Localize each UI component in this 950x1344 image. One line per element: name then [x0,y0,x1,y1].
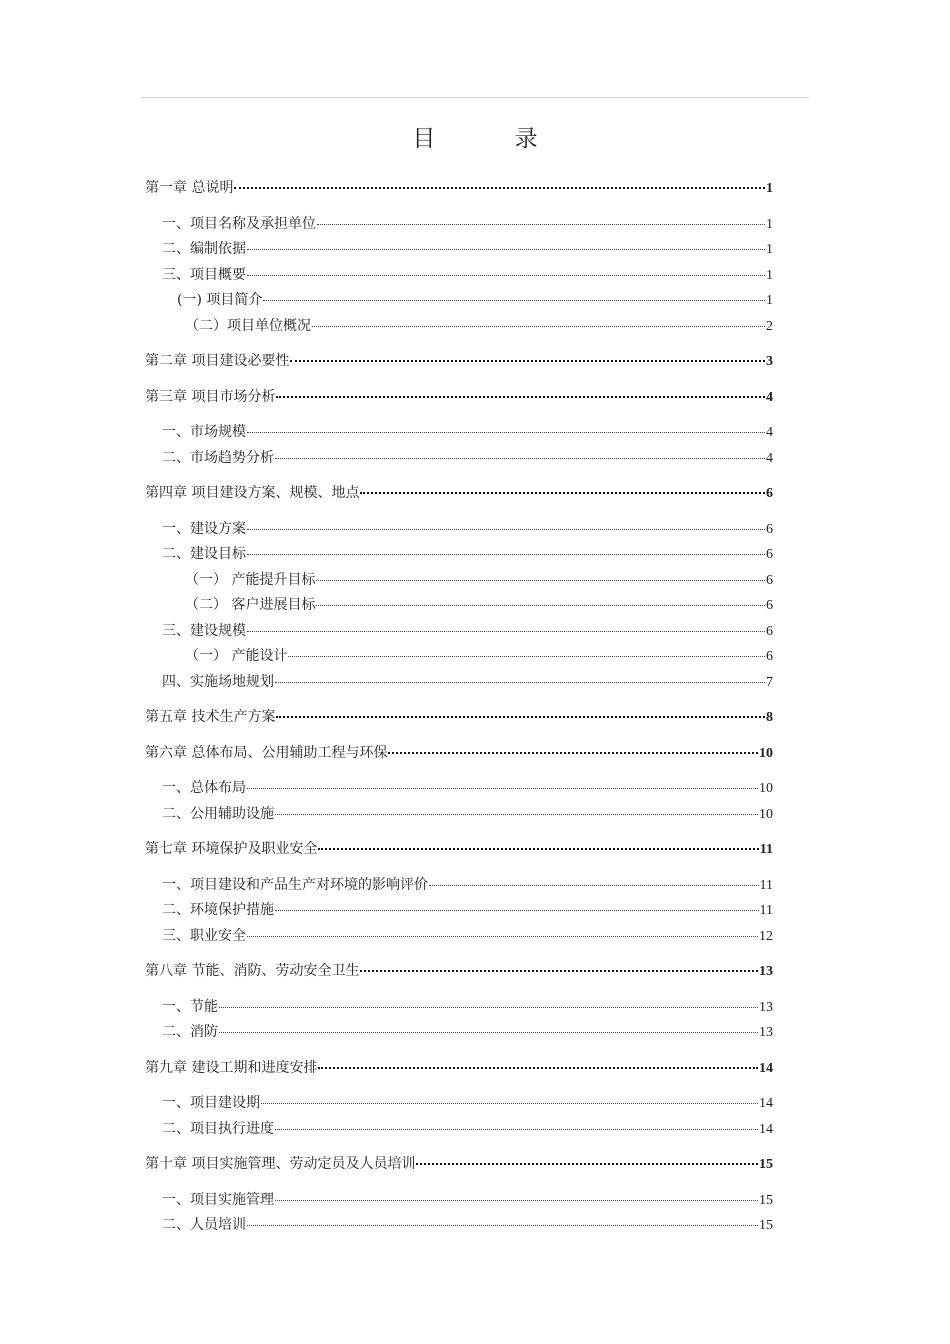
toc-dot-leader [416,1149,758,1165]
toc-entry-label: 第三章 项目市场分析 [145,388,276,405]
toc-section-entry[interactable] [145,670,773,696]
toc-section-entry[interactable] [145,263,773,289]
toc-section-entry[interactable] [145,593,773,619]
toc-dot-leader [360,956,758,972]
toc-section-entry[interactable] [145,1213,773,1239]
toc-dot-leader [247,617,765,632]
toc-page-number: 4 [766,425,773,440]
toc-entry-label: 一、项目实施管理 [162,1191,274,1208]
toc-page-number: 6 [766,598,773,613]
toc-entry-label: 一、项目建设期 [162,1095,260,1111]
toc-entry-label: 第七章 环境保护及职业安全 [145,841,318,857]
toc-entry-label: 第九章 建设工期和进度安排 [145,1059,318,1076]
toc-section-entry[interactable] [145,1091,773,1117]
toc-section-entry[interactable] [145,288,773,314]
toc-page-number: 3 [766,354,773,369]
toc-section-entry[interactable] [145,446,773,472]
toc-entry-label: 第一章 总说明 [145,180,234,196]
toc-page-number: 11 [759,842,773,857]
toc-section-entry[interactable] [145,619,773,645]
toc-dot-leader [316,591,765,606]
toc-section-entry[interactable] [145,924,773,950]
toc-section-entry[interactable] [145,237,773,263]
toc-entry-label: 第十章 项目实施管理、劳动定员及人员培训 [145,1156,416,1172]
toc-section-entry[interactable] [145,995,773,1021]
toc-dot-leader [247,1211,758,1226]
toc-page-number: 1 [766,293,773,308]
toc-dot-leader [288,642,765,657]
toc-entry-label: 二、消防 [162,1024,218,1040]
toc-page-number: 8 [766,710,773,725]
toc-page-number: 15 [759,1157,773,1172]
toc-entry-label: 第六章 总体布局、公用辅助工程与环保 [145,744,388,761]
toc-section-entry[interactable] [145,1020,773,1046]
toc-section-entry[interactable] [145,314,773,340]
toc-page-number: 4 [766,389,773,405]
toc-entry-label: 一、总体布局 [162,780,246,796]
toc-entry-label: 二、市场趋势分析 [162,449,274,466]
toc-dot-leader [247,418,765,433]
toc-dot-leader [247,515,765,530]
toc-entry-label: 第四章 项目建设方案、规模、地点 [145,485,360,501]
toc-page-number: 14 [759,1096,773,1111]
toc-dot-leader [360,478,765,494]
toc-page-number: 13 [759,964,773,979]
toc-page-number: 6 [766,486,773,501]
toc-section-entry[interactable] [145,568,773,594]
toc-page-number: 4 [766,450,773,466]
toc-entry-label: 四、实施场地规划 [162,673,274,690]
toc-entry-label: （二）项目单位概况 [185,317,311,334]
toc-chapter-entry[interactable] [145,1056,773,1082]
toc-entry-label: 三、职业安全 [162,927,246,944]
toc-entry-label: 三、建设规模 [162,622,246,639]
toc-dot-leader [275,1115,758,1130]
toc-entry-label: 一、项目建设和产品生产对环境的影响评价 [162,876,428,893]
toc-entry-label: 一、项目名称及承担单位 [162,215,316,232]
toc-dot-leader [263,286,765,301]
toc-entry-label: 二、建设目标 [162,546,246,562]
toc-chapter-entry[interactable] [145,959,773,985]
toc-entry-label: （一） 产能提升目标 [185,571,316,588]
toc-entry-label: 一、建设方案 [162,520,246,537]
toc-entry-label: 二、人员培训 [162,1217,246,1233]
toc-dot-leader [276,702,765,718]
toc-entry-label: 一、节能 [162,998,218,1015]
toc-section-entry[interactable] [145,212,773,238]
toc-chapter-entry[interactable] [145,705,773,731]
toc-dot-leader [317,210,765,225]
toc-entry-label: 一、市场规模 [162,424,246,440]
toc-page-number: 1 [766,242,773,257]
toc-page-number: 10 [759,781,773,796]
toc-section-entry[interactable] [145,802,773,828]
toc-chapter-entry[interactable] [145,741,773,767]
toc-dot-leader [318,1053,758,1069]
toc-section-entry[interactable] [145,420,773,446]
toc-section-entry[interactable] [145,517,773,543]
toc-page-number: 1 [766,216,773,232]
toc-page-number: 6 [766,623,773,639]
toc-page-number: 6 [766,547,773,562]
toc-chapter-entry[interactable] [145,1152,773,1178]
table-of-contents [145,176,773,1239]
toc-entry-label: (一) 项目简介 [177,292,263,308]
toc-entry-label: 二、公用辅助设施 [162,805,274,822]
toc-page-number: 12 [759,928,773,944]
page-title: 目 录 [412,126,574,152]
toc-dot-leader [247,922,758,937]
toc-dot-leader [275,896,759,911]
toc-page-number: 6 [766,572,773,588]
toc-page-number: 1 [766,267,773,283]
toc-dot-leader [388,738,758,754]
header-rule [141,97,809,98]
toc-dot-leader [247,261,765,276]
toc-dot-leader [275,800,758,815]
toc-section-entry[interactable] [145,873,773,899]
toc-entry-label: 二、编制依据 [162,241,246,257]
toc-dot-leader [234,173,765,189]
toc-dot-leader [247,235,765,250]
toc-page-number: 2 [766,318,773,334]
toc-page-number: 11 [759,877,773,893]
toc-page-number: 14 [759,1060,773,1076]
toc-entry-label: 二、环境保护措施 [162,902,274,918]
toc-section-entry[interactable] [145,898,773,924]
toc-dot-leader [312,312,765,327]
toc-dot-leader [275,668,765,683]
toc-dot-leader [290,346,765,362]
toc-dot-leader [275,1186,758,1201]
toc-dot-leader [318,834,758,850]
toc-page-number: 14 [759,1121,773,1137]
toc-page-number: 15 [759,1218,773,1233]
toc-page-number: 13 [759,999,773,1015]
toc-dot-leader [275,444,765,459]
toc-chapter-entry[interactable] [145,349,773,375]
toc-section-entry[interactable] [145,542,773,568]
toc-chapter-entry[interactable] [145,481,773,507]
toc-entry-label: 第二章 项目建设必要性 [145,353,290,369]
toc-dot-leader [219,993,758,1008]
toc-chapter-entry[interactable] [145,385,773,411]
toc-page-number: 1 [766,181,773,196]
toc-dot-leader [316,566,765,581]
toc-page-number: 7 [766,674,773,690]
toc-page-number: 13 [759,1025,773,1040]
toc-dot-leader [219,1018,758,1033]
toc-entry-label: 二、项目执行进度 [162,1120,274,1137]
toc-entry-label: 第五章 技术生产方案 [145,709,276,725]
toc-dot-leader [429,871,759,886]
toc-section-entry[interactable] [145,776,773,802]
toc-entry-label: 第八章 节能、消防、劳动安全卫生 [145,963,360,979]
toc-section-entry[interactable] [145,1188,773,1214]
toc-page-number: 15 [759,1192,773,1208]
toc-page-number: 6 [766,521,773,537]
toc-entry-label: 三、项目概要 [162,266,246,283]
toc-page-number: 6 [766,649,773,664]
toc-entry-label: （一） 产能设计 [185,648,288,664]
toc-page-number: 10 [759,806,773,822]
toc-dot-leader [247,774,758,789]
toc-dot-leader [276,382,765,398]
toc-chapter-entry[interactable] [145,837,773,863]
toc-dot-leader [247,540,765,555]
toc-entry-label: （二） 客户进展目标 [185,597,316,613]
toc-page-number: 11 [759,903,773,918]
toc-page-number: 10 [759,745,773,761]
toc-section-entry[interactable] [145,1117,773,1143]
toc-section-entry[interactable] [145,644,773,670]
toc-chapter-entry[interactable] [145,176,773,202]
toc-dot-leader [261,1089,758,1104]
